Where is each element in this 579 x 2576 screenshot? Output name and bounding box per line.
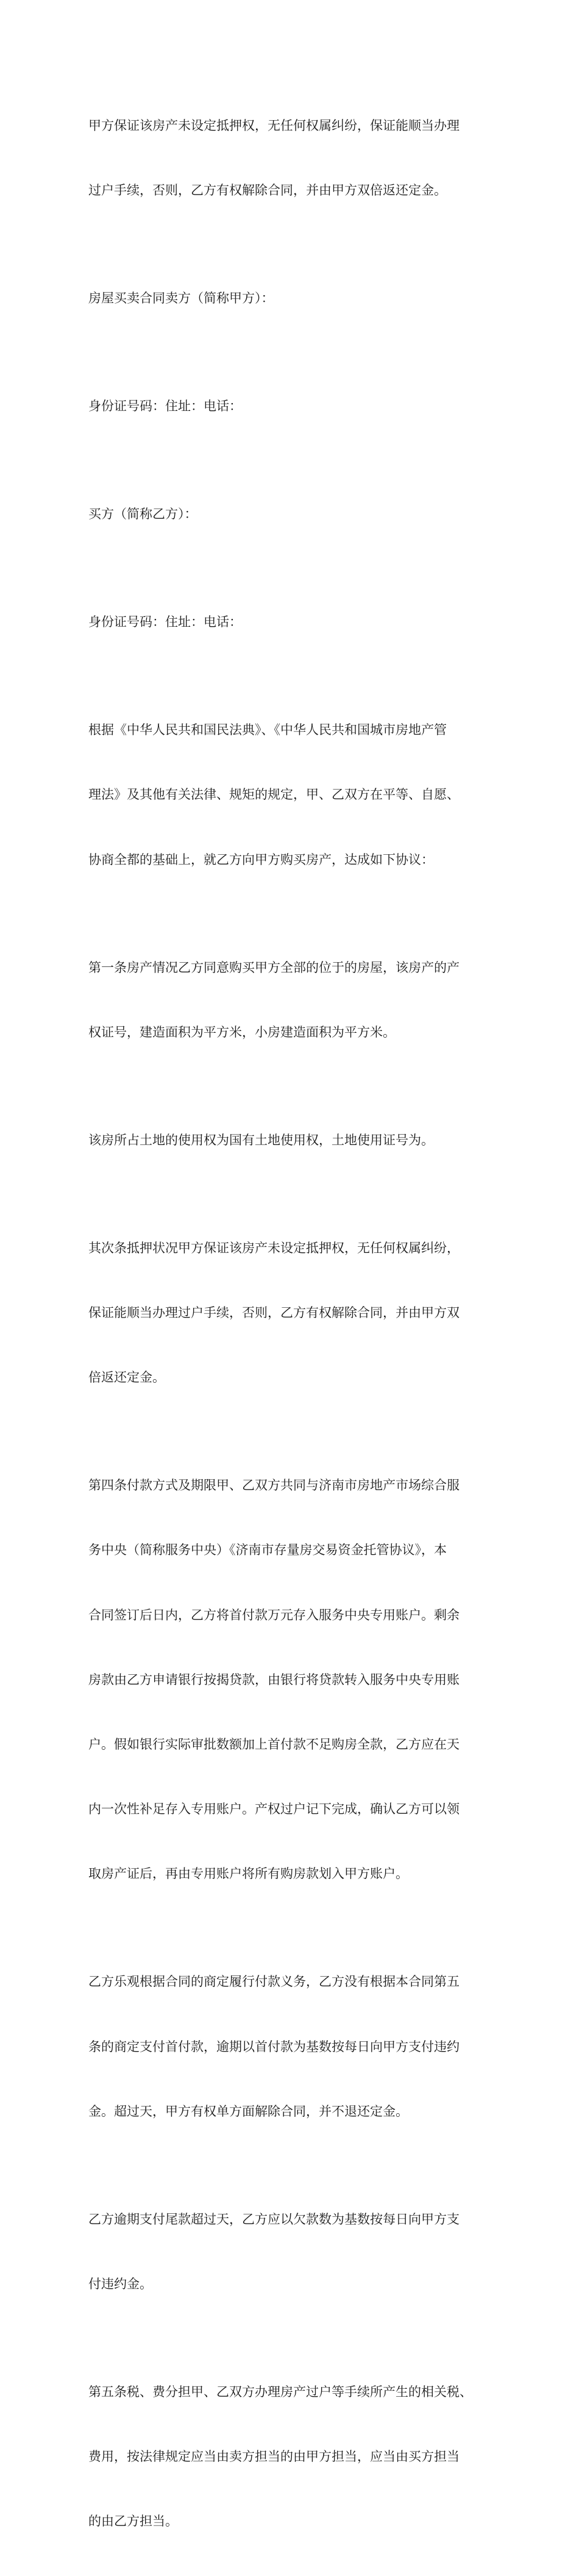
text-line: 取房产证后，再由专用账户将所有购房款划入甲方账户。 [88, 1866, 408, 1882]
paragraph-late-payment [88, 2166, 497, 2338]
text-line: 协商全都的基础上，就乙方向甲方购买房产，达成如下协议： [88, 852, 434, 867]
text-line: 第五条税、费分担甲、乙双方办理房产过户等手续所产生的相关税、 [88, 2385, 472, 2400]
text-line: 该房所占土地的使用权为国有土地使用权，土地使用证号为。 [88, 1132, 434, 1147]
paragraph-land-use [88, 1086, 497, 1194]
text-line: 房款由乙方申请银行按揭贷款，由银行将贷款转入服务中央专用账 [88, 1672, 460, 1687]
text-line: 内一次性补足存入专用账户。产权过户记下完成，确认乙方可以领 [88, 1802, 460, 1817]
text-line: 条的商定支付首付款，逾期以首付款为基数按每日向甲方支付违约 [88, 2039, 460, 2054]
paragraph-buyer-heading [88, 460, 497, 568]
text-line: 第一条房产情况乙方同意购买甲方全部的位于的房屋，该房产的产 [88, 960, 460, 975]
text-line: 的由乙方担当。 [88, 2514, 178, 2529]
text-line: 身份证号码：住址：电话： [88, 399, 242, 414]
paragraph-payment-obligation [88, 1928, 497, 2166]
text-line: 金。超过天，甲方有权单方面解除合同，并不退还定金。 [88, 2103, 408, 2119]
text-line: 权证号，建造面积为平方米，小房建造面积为平方米。 [88, 1024, 396, 1040]
text-line: 保证能顺当办理过户手续，否则，乙方有权解除合同，并由甲方双 [88, 1305, 460, 1320]
text-line: 身份证号码：住址：电话： [88, 615, 242, 630]
text-line: 过户手续，否则，乙方有权解除合同，并由甲方双倍返还定金。 [88, 183, 447, 198]
text-line: 甲方保证该房产未设定抵押权，无任何权属纠纷，保证能顺当办理 [88, 118, 460, 133]
text-line: 第四条付款方式及期限甲、乙双方共同与济南市房地产市场综合服 [88, 1478, 460, 1493]
paragraph-buyer-info [88, 568, 497, 676]
text-line: 乙方乐观根据合同的商定履行付款义务，乙方没有根据本合同第五 [88, 1974, 460, 1989]
paragraph-article-4 [88, 1432, 497, 1928]
text-line: 倍返还定金。 [88, 1370, 165, 1385]
paragraph-seller-heading [88, 244, 497, 352]
text-line: 付违约金。 [88, 2277, 152, 2292]
text-line: 乙方逾期支付尾款超过天，乙方应以欠款数为基数按每日向甲方支 [88, 2211, 460, 2227]
text-line: 务中央（简称服务中央）《济南市存量房交易资金托管协议》，本 [88, 1543, 447, 1558]
text-line: 户。假如银行实际审批数额加上首付款不足购房全款，乙方应在天 [88, 1736, 460, 1752]
paragraph-seller-info [88, 352, 497, 460]
text-line: 合同签订后日内，乙方将首付款万元存入服务中央专用账户。剩余 [88, 1607, 460, 1622]
text-line: 理法》及其他有关法律、规矩的规定，甲、乙双方在平等、自愿、 [88, 787, 460, 802]
text-line: 根据《中华人民共和国民法典》、《中华人民共和国城市房地产管 [88, 722, 447, 738]
paragraph-article-1 [88, 914, 497, 1086]
paragraph-legal-basis [88, 676, 497, 913]
paragraph-article-2 [88, 1194, 497, 1432]
text-line: 买方（简称乙方）： [88, 507, 197, 522]
text-line: 其次条抵押状况甲方保证该房产未设定抵押权，无任何权属纠纷， [88, 1240, 460, 1255]
paragraph-article-5 [88, 2338, 497, 2575]
document-body [88, 72, 497, 2576]
paragraph-mortgage-guarantee [88, 72, 497, 244]
text-line: 房屋买卖合同卖方（简称甲方）： [88, 291, 274, 306]
text-line: 费用，按法律规定应当由卖方担当的由甲方担当，应当由买方担当 [88, 2449, 460, 2464]
